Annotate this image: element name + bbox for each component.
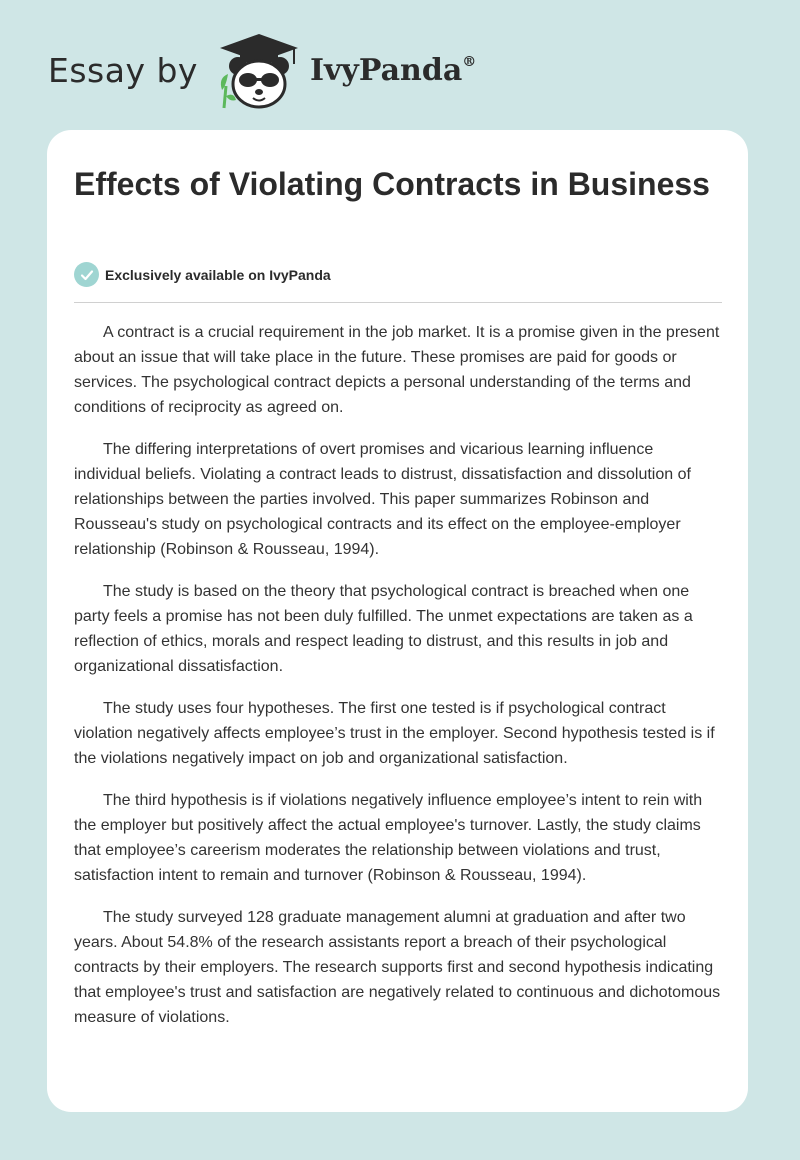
paragraph: The study is based on the theory that psychological contract is breached when one party feels a promise has not been duly fulfilled. The unmet expectations are taken as a reflection of ethics, morals and respect leading to distrust, and this results in job and organizational dissatisfaction. bbox=[74, 583, 693, 675]
site-header bbox=[48, 30, 476, 110]
paragraph: The study uses four hypotheses. The first one tested is if psychological contract violation negatively affects employee’s trust in the employer. Second hypothesis tested is if the violations negatively impact on job and organizational satisfaction. bbox=[74, 700, 715, 767]
exclusive-badge-label: Exclusively available on IvyPanda bbox=[105, 266, 331, 283]
exclusive-badge bbox=[74, 262, 331, 287]
page-title: Effects of Violating Contracts in Business bbox=[74, 166, 710, 202]
paragraph: A contract is a crucial requirement in the job market. It is a promise given in the present about an issue that will take place in the future. These promises are paid for goods or services. The psychological contract depicts a personal understanding of the terms and conditions of reciprocity as agreed on. bbox=[74, 324, 720, 416]
paragraph: The third hypothesis is if violations negatively influence employee’s intent to rein with the employer but positively affect the actual employee's turnover. Lastly, the study claims that employee’s careerism moderates the relationship between violations and trust, satisfaction intent to remain and turnover (Robinson & Rousseau, 1994). bbox=[74, 792, 703, 884]
divider bbox=[74, 302, 722, 303]
paragraph: The differing interpretations of overt promises and vicarious learning influence individual beliefs. Violating a contract leads to distrust, dissatisfaction and dissolution of relationships between the parties involved. This paper summarizes Robinson and Rousseau's study on psychological contracts and its effect on the employee-employer relationship (Robinson & Rousseau, 1994). bbox=[74, 441, 691, 558]
paragraph: The study surveyed 128 graduate management alumni at graduation and after two years. About 54.8% of the research assistants report a breach of their psychological contracts by their employers. The research supports first and second hypothesis indicating that employee's trust and satisfaction are negatively related to continuous and dichotomous measure of violations. bbox=[74, 909, 721, 1026]
panda-logo-icon[interactable] bbox=[216, 30, 302, 110]
check-icon bbox=[74, 262, 99, 287]
essay-by-label: Essay by bbox=[48, 50, 198, 90]
essay-card bbox=[47, 130, 748, 1112]
brand-name[interactable]: IvyPanda® bbox=[309, 52, 477, 88]
essay-body bbox=[74, 320, 724, 1047]
